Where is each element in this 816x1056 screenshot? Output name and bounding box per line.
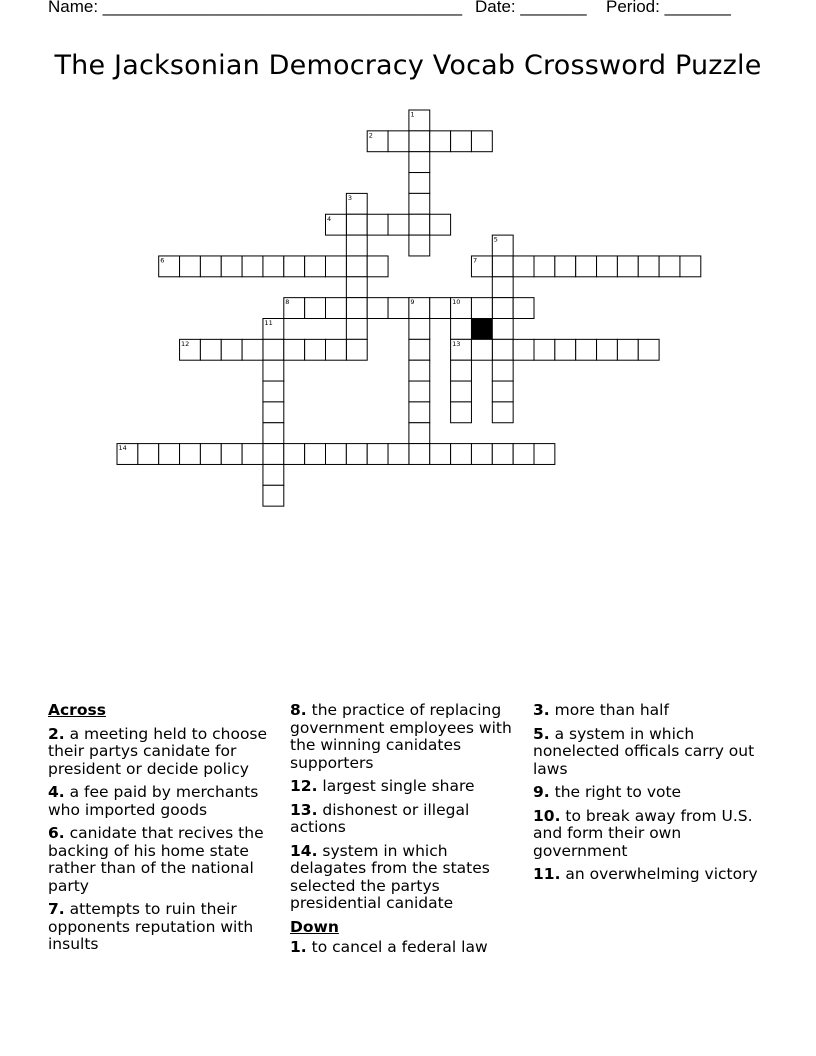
down-heading: Down (290, 917, 339, 936)
grid-cell[interactable] (138, 444, 159, 465)
clue-down-1: 1. to cancel a federal law (290, 938, 488, 956)
clue-across-14: 14. system in which delagates from the states selected the partys presidential canidate (290, 841, 490, 912)
grid-cell[interactable] (513, 256, 534, 277)
grid-cell[interactable] (576, 339, 597, 360)
grid-cell[interactable] (492, 277, 513, 298)
clue-across-6: 6. canidate that recives the backing of his home state rather than of the national party (48, 824, 264, 895)
grid-cell[interactable] (430, 298, 451, 319)
clue-down-11: 11. an overwhelming victory (533, 865, 758, 883)
grid-cell[interactable] (242, 256, 263, 277)
grid-cell[interactable] (388, 444, 409, 465)
grid-cell[interactable] (451, 381, 472, 402)
clue-number-label: 13 (452, 339, 461, 348)
grid-cell[interactable] (346, 298, 367, 319)
grid-cell[interactable] (346, 444, 367, 465)
grid-cell[interactable] (534, 444, 555, 465)
grid-cell[interactable] (305, 339, 326, 360)
clue-down-5: 5. a system in which nonelected officals carry out laws (533, 724, 755, 778)
clue-number-label: 8 (285, 298, 290, 307)
grid-cell[interactable] (326, 444, 347, 465)
grid-cell[interactable] (555, 339, 576, 360)
grid-cell[interactable] (388, 298, 409, 319)
grid-cell[interactable] (409, 235, 430, 256)
grid-cell[interactable] (409, 173, 430, 194)
clue-across-12: 12. largest single share (290, 777, 475, 795)
grid-cell[interactable] (451, 298, 472, 319)
grid-cell[interactable] (117, 444, 138, 465)
grid-cell[interactable] (326, 339, 347, 360)
grid-cell[interactable] (180, 444, 201, 465)
period-field[interactable]: Period: _______ (606, 0, 731, 16)
grid-cell[interactable] (513, 444, 534, 465)
grid-cell[interactable] (242, 339, 263, 360)
grid-cell[interactable] (492, 402, 513, 423)
grid-cell[interactable] (326, 214, 347, 235)
grid-cell[interactable] (492, 235, 513, 256)
grid-cell[interactable] (409, 131, 430, 152)
grid-cell[interactable] (326, 256, 347, 277)
grid-cell[interactable] (367, 214, 388, 235)
date-field[interactable]: Date: _______ (475, 0, 587, 16)
grid-cell[interactable] (451, 131, 472, 152)
clue-number-label: 10 (452, 298, 461, 307)
clue-number-label: 14 (118, 444, 127, 453)
grid-cell[interactable] (555, 256, 576, 277)
clue-number-label: 7 (472, 256, 478, 265)
clue-number-label: 2 (368, 131, 373, 140)
clue-across-13: 13. dishonest or illegal actions (290, 800, 470, 836)
grid-cell[interactable] (242, 444, 263, 465)
grid-cell[interactable] (409, 402, 430, 423)
grid-cell[interactable] (159, 256, 180, 277)
grid-cell[interactable] (221, 339, 242, 360)
clue-number-label: 11 (264, 319, 273, 327)
clue-down-3: 3. more than half (533, 701, 669, 719)
grid-cell[interactable] (409, 360, 430, 381)
grid-cell[interactable] (346, 277, 367, 298)
grid-cell[interactable] (492, 339, 513, 360)
grid-cell[interactable] (346, 235, 367, 256)
clue-column-1 (48, 702, 284, 960)
grid-cell[interactable] (263, 464, 284, 485)
grid-cell[interactable] (492, 444, 513, 465)
grid-cell[interactable] (597, 339, 618, 360)
grid-cell[interactable] (451, 360, 472, 381)
grid-cell[interactable] (221, 444, 242, 465)
grid-cell[interactable] (680, 256, 701, 277)
grid-cell[interactable] (659, 256, 680, 277)
grid-cell[interactable] (430, 214, 451, 235)
grid-cell[interactable] (263, 360, 284, 381)
grid-cell[interactable] (430, 444, 451, 465)
grid-cell[interactable] (263, 339, 284, 360)
grid-cell[interactable] (534, 339, 555, 360)
grid-cell[interactable] (513, 298, 534, 319)
grid-cell[interactable] (346, 214, 367, 235)
grid-cell[interactable] (409, 110, 430, 131)
grid-cell[interactable] (409, 339, 430, 360)
grid-cell[interactable] (513, 339, 534, 360)
grid-cell[interactable] (180, 256, 201, 277)
grid-cell[interactable] (471, 256, 492, 277)
puzzle-title: The Jacksonian Democracy Vocab Crossword Puzzle (54, 50, 762, 81)
grid-cell[interactable] (492, 319, 513, 340)
grid-cell[interactable] (200, 444, 221, 465)
grid-cell[interactable] (284, 444, 305, 465)
grid-cell[interactable] (492, 360, 513, 381)
grid-cell[interactable] (284, 256, 305, 277)
grid-cell[interactable] (367, 256, 388, 277)
grid-cell[interactable] (200, 339, 221, 360)
grid-cell[interactable] (617, 339, 638, 360)
clue-column-2 (290, 702, 520, 963)
black-cell (471, 319, 492, 340)
clue-column-3 (533, 702, 768, 890)
grid-cell[interactable] (263, 319, 284, 340)
grid-cell[interactable] (367, 444, 388, 465)
grid-cell[interactable] (409, 319, 430, 340)
clue-number-label: 3 (347, 193, 352, 202)
grid-cell[interactable] (263, 485, 284, 506)
grid-cell[interactable] (471, 339, 492, 360)
grid-cell[interactable] (492, 256, 513, 277)
grid-cell[interactable] (305, 256, 326, 277)
grid-cell[interactable] (451, 319, 472, 340)
grid-cell[interactable] (263, 381, 284, 402)
grid-cell[interactable] (180, 339, 201, 360)
grid-cell[interactable] (430, 131, 451, 152)
grid-cell[interactable] (638, 256, 659, 277)
clue-number-label: 1 (410, 110, 415, 119)
grid-cell[interactable] (471, 444, 492, 465)
grid-cell[interactable] (367, 131, 388, 152)
clue-across-7: 7. attempts to ruin their opponents reputation with insults (48, 900, 254, 953)
grid-cell[interactable] (409, 152, 430, 173)
clue-number-label: 4 (327, 214, 332, 223)
grid-cell[interactable] (346, 339, 367, 360)
grid-cell[interactable] (200, 256, 221, 277)
grid-cell[interactable] (346, 193, 367, 214)
grid-cell[interactable] (534, 256, 555, 277)
grid-cell[interactable] (492, 298, 513, 319)
grid-cell[interactable] (471, 131, 492, 152)
grid-cell[interactable] (451, 402, 472, 423)
grid-cell[interactable] (409, 381, 430, 402)
clue-number-label: 6 (160, 256, 165, 265)
grid-cell[interactable] (346, 319, 367, 340)
grid-cell[interactable] (388, 214, 409, 235)
grid-cell[interactable] (367, 298, 388, 319)
grid-cell[interactable] (409, 214, 430, 235)
grid-cell[interactable] (492, 381, 513, 402)
student-info-header (0, 0, 816, 19)
grid-cell[interactable] (263, 423, 284, 444)
clue-number-label: 12 (181, 339, 190, 348)
grid-cell[interactable] (409, 444, 430, 465)
grid-cell[interactable] (638, 339, 659, 360)
across-heading: Across (48, 701, 106, 719)
grid-cell[interactable] (346, 256, 367, 277)
grid-cell[interactable] (305, 298, 326, 319)
grid-cell[interactable] (617, 256, 638, 277)
grid-cell[interactable] (263, 402, 284, 423)
clue-number-label: 9 (410, 298, 415, 307)
grid-cell[interactable] (409, 193, 430, 214)
grid-cell[interactable] (597, 256, 618, 277)
grid-cell[interactable] (451, 444, 472, 465)
grid-cell[interactable] (409, 423, 430, 444)
grid-cell[interactable] (159, 444, 180, 465)
grid-cell[interactable] (284, 298, 305, 319)
grid-cell[interactable] (576, 256, 597, 277)
clue-across-8: 8. the practice of replacing government employees with the winning canidates supporters (290, 701, 512, 772)
name-field[interactable]: Name: ______________________________________ (48, 0, 463, 16)
clue-down-10: 10. to break away from U.S. and form their own government (533, 806, 753, 860)
grid-cell[interactable] (471, 298, 492, 319)
grid-cell[interactable] (284, 339, 305, 360)
grid-cell[interactable] (221, 256, 242, 277)
grid-cell[interactable] (409, 298, 430, 319)
clue-number-label: 5 (493, 235, 498, 244)
grid-cell[interactable] (263, 444, 284, 465)
grid-cell[interactable] (388, 131, 409, 152)
grid-cell[interactable] (263, 256, 284, 277)
grid-cell[interactable] (305, 444, 326, 465)
clue-down-9: 9. the right to vote (533, 783, 682, 801)
clue-across-4: 4. a fee paid by merchants who imported goods (48, 783, 259, 819)
grid-cell[interactable] (451, 339, 472, 360)
clue-across-2: 2. a meeting held to choose their partys canidate for president or decide policy (48, 724, 268, 778)
grid-cell[interactable] (326, 298, 347, 319)
